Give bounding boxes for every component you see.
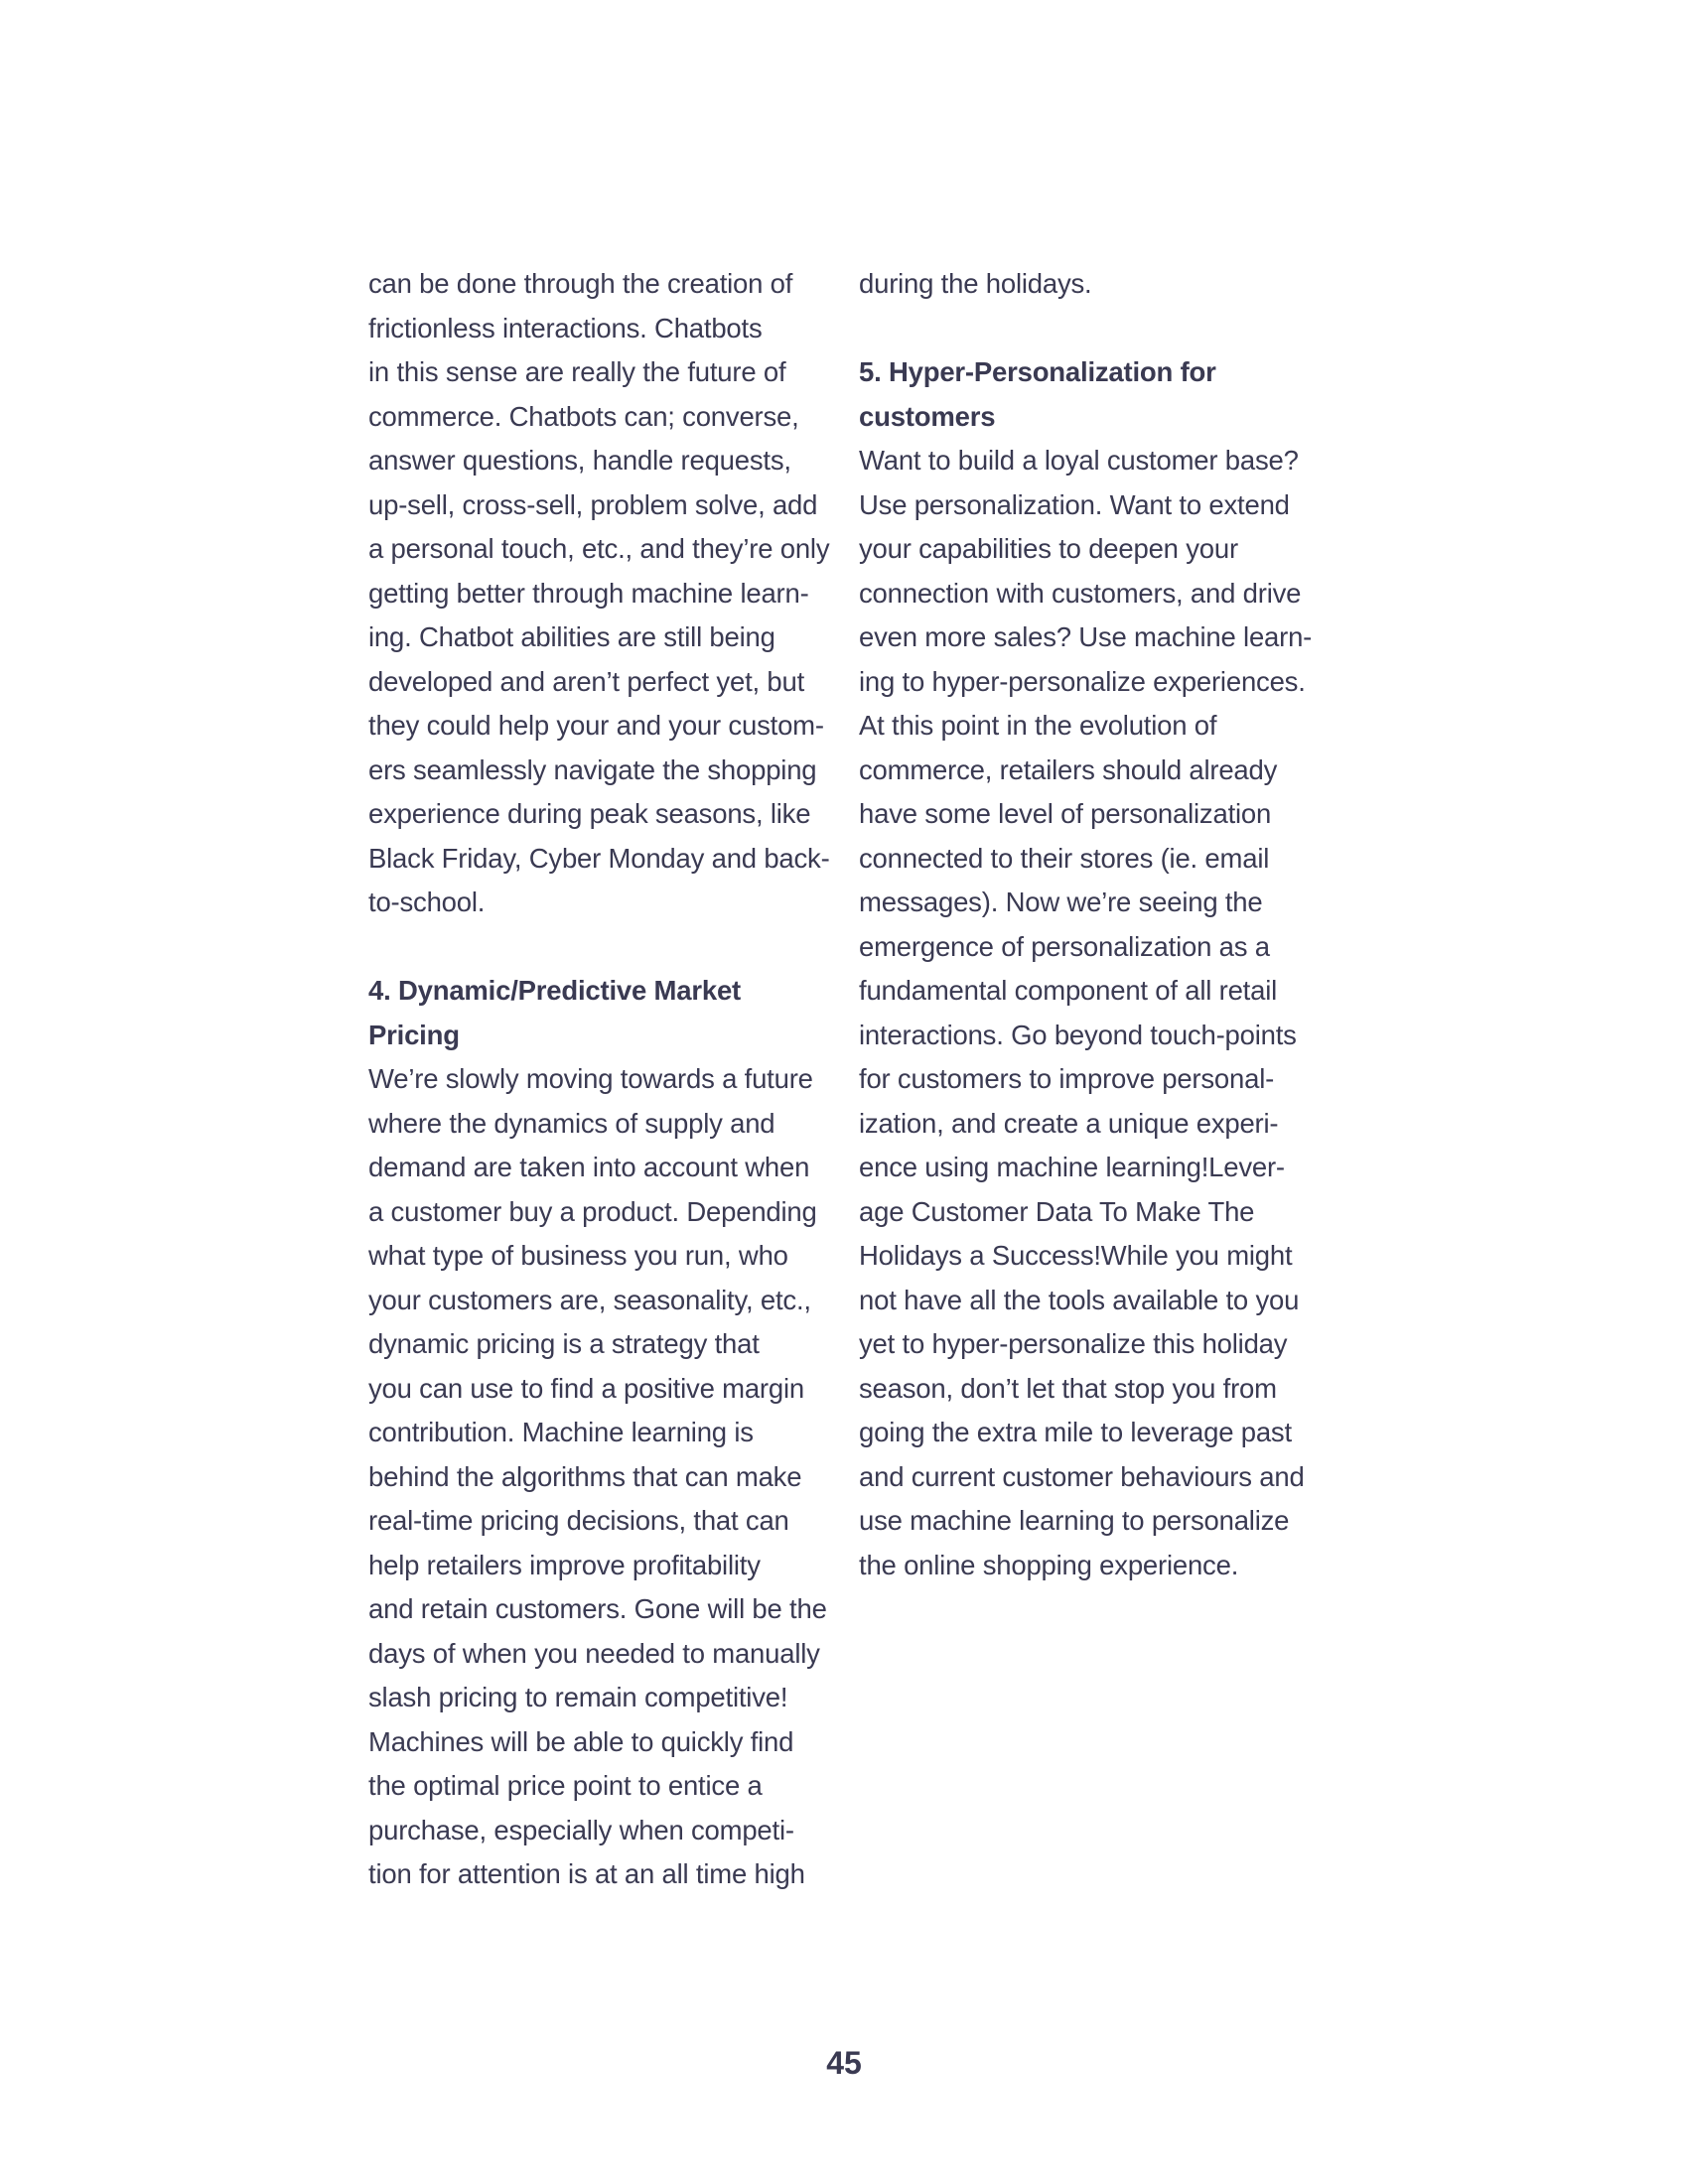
text-line: to-school.: [368, 887, 486, 917]
text-line: where the dynamics of supply and: [368, 1107, 775, 1139]
text-line: Black Friday, Cyber Monday and back-: [368, 842, 830, 874]
text-line: customers: [859, 400, 996, 432]
text-line: not have all the tools available to you: [859, 1284, 1300, 1315]
text-line: purchase, especially when competi-: [368, 1814, 794, 1845]
text-line: help retailers improve profitability: [368, 1549, 761, 1580]
text-line: ing. Chatbot abilities are still being: [368, 621, 775, 652]
text-line: and current customer behaviours and: [859, 1460, 1305, 1492]
text-line: have some level of personalization: [859, 798, 1272, 829]
text-line: what type of business you run, who: [368, 1240, 788, 1271]
text-line: season, don’t let that stop you from: [859, 1372, 1277, 1404]
text-line: the online shopping experience.: [859, 1549, 1239, 1580]
text-line: they could help your and your custom-: [368, 710, 824, 741]
text-line: tion for attention is at an all time high: [368, 1858, 805, 1889]
text-line: Want to build a loyal customer base?: [859, 445, 1299, 476]
text-line: Pricing: [368, 1019, 460, 1050]
text-line: going the extra mile to leverage past: [859, 1417, 1292, 1447]
paragraph-spacer: [859, 307, 1326, 351]
text-line: messages). Now we’re seeing the: [859, 887, 1263, 917]
text-line: commerce, retailers should already: [859, 753, 1278, 785]
text-line: during the holidays.: [859, 268, 1092, 299]
left-column: [368, 262, 835, 1897]
continued-paragraph: [859, 262, 1326, 307]
text-line: At this point in the evolution of: [859, 710, 1217, 741]
text-line: slash pricing to remain competitive!: [368, 1682, 788, 1712]
text-line: experience during peak seasons, like: [368, 798, 811, 829]
text-line: the optimal price point to entice a: [368, 1770, 763, 1801]
text-line: fundamental component of all retail: [859, 975, 1278, 1006]
text-line: demand are taken into account when: [368, 1152, 810, 1182]
section-5-heading: [859, 350, 1326, 439]
section-5-body: [859, 439, 1326, 1587]
text-line: frictionless interactions. Chatbots: [368, 312, 763, 343]
text-line: a customer buy a product. Depending: [368, 1195, 817, 1227]
text-line: We’re slowly moving towards a future: [368, 1063, 813, 1094]
text-line: use machine learning to personalize: [859, 1505, 1290, 1536]
text-line: Machines will be able to quickly find: [368, 1725, 794, 1757]
text-line: ization, and create a unique experi-: [859, 1107, 1279, 1139]
text-line: age Customer Data To Make The: [859, 1195, 1255, 1227]
text-line: emergence of personalization as a: [859, 930, 1270, 962]
text-line: ing to hyper-personalize experiences.: [859, 665, 1306, 697]
text-line: 4. Dynamic/Predictive Market: [368, 975, 741, 1006]
text-line: developed and aren’t perfect yet, but: [368, 665, 805, 697]
text-line: your capabilities to deepen your: [859, 533, 1238, 564]
text-line: up-sell, cross-sell, problem solve, add: [368, 488, 818, 520]
text-line: you can use to find a positive margin: [368, 1372, 804, 1404]
text-line: commerce. Chatbots can; converse,: [368, 400, 799, 432]
section-4-body: [368, 1057, 835, 1897]
text-line: Holidays a Success!While you might: [859, 1240, 1293, 1271]
chatbots-paragraph: [368, 262, 835, 925]
text-line: ers seamlessly navigate the shopping: [368, 753, 817, 785]
text-line: ence using machine learning!Lever-: [859, 1152, 1285, 1182]
text-line: 5. Hyper-Personalization for: [859, 356, 1216, 387]
text-line: Use personalization. Want to extend: [859, 488, 1290, 520]
text-line: yet to hyper-personalize this holiday: [859, 1328, 1288, 1359]
section-4-heading: [368, 969, 835, 1057]
text-line: getting better through machine learn-: [368, 577, 809, 609]
text-line: connection with customers, and drive: [859, 577, 1302, 609]
text-line: contribution. Machine learning is: [368, 1417, 754, 1447]
text-line: interactions. Go beyond touch-points: [859, 1019, 1297, 1050]
text-line: your customers are, seasonality, etc.,: [368, 1284, 811, 1315]
page-number: 45: [826, 2045, 862, 2081]
text-line: even more sales? Use machine learn-: [859, 621, 1313, 652]
paragraph-spacer: [368, 925, 835, 970]
text-line: behind the algorithms that can make: [368, 1460, 802, 1492]
text-line: answer questions, handle requests,: [368, 445, 791, 476]
right-column: [859, 262, 1326, 1587]
text-line: in this sense are really the future of: [368, 356, 786, 387]
text-line: can be done through the creation of: [368, 268, 793, 299]
text-line: dynamic pricing is a strategy that: [368, 1328, 760, 1359]
text-line: real-time pricing decisions, that can: [368, 1505, 789, 1536]
text-line: days of when you needed to manually: [368, 1637, 820, 1669]
text-line: a personal touch, etc., and they’re only: [368, 533, 830, 564]
text-line: and retain customers. Gone will be the: [368, 1593, 827, 1624]
text-line: for customers to improve personal-: [859, 1063, 1275, 1094]
text-line: connected to their stores (ie. email: [859, 842, 1270, 874]
